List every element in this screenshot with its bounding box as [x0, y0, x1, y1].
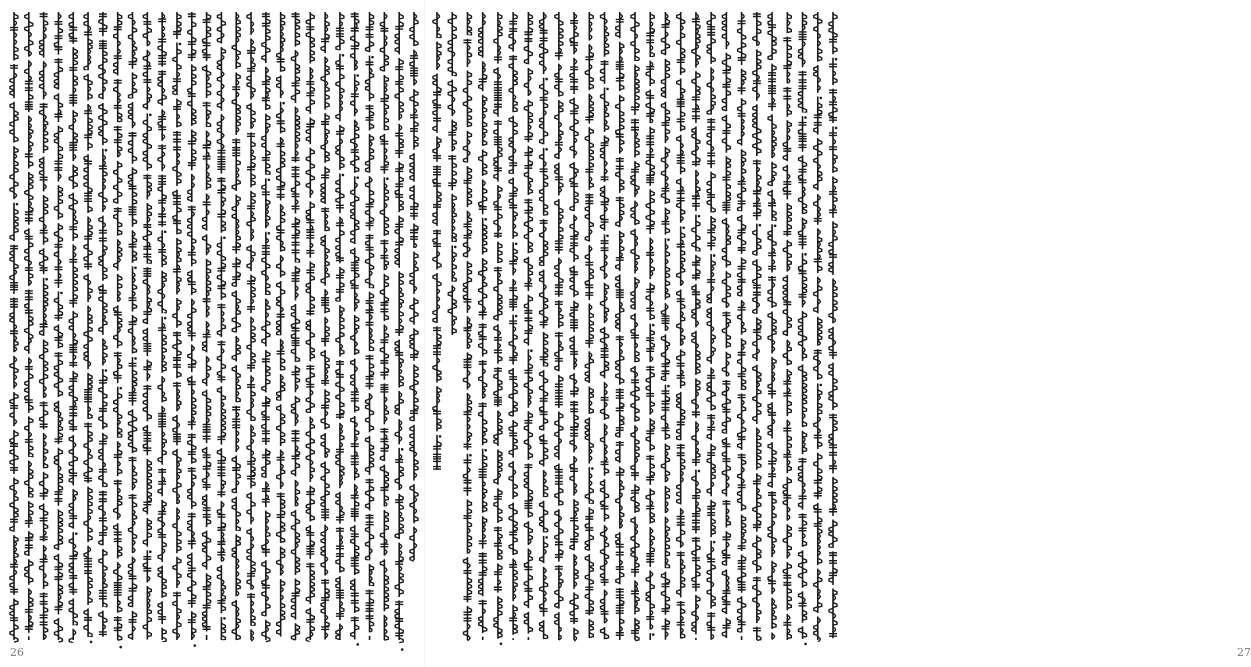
text-column — [395, 12, 403, 651]
text-column — [380, 12, 388, 645]
text-column — [509, 12, 517, 640]
text-column — [99, 12, 107, 640]
text-column — [616, 12, 624, 644]
text-column — [479, 12, 487, 640]
text-column — [722, 12, 730, 642]
text-column — [203, 12, 211, 640]
text-column — [84, 12, 92, 643]
text-column — [129, 12, 137, 643]
text-column — [783, 12, 791, 644]
text-column — [25, 12, 33, 640]
text-column — [661, 12, 669, 643]
text-column — [601, 12, 609, 643]
text-column — [631, 12, 639, 645]
text-column — [69, 12, 77, 646]
text-column — [217, 12, 225, 644]
text-column — [173, 12, 181, 644]
text-column — [524, 12, 532, 640]
text-column — [433, 12, 441, 477]
text-column — [158, 12, 166, 646]
text-column — [814, 12, 822, 645]
text-column — [306, 12, 314, 645]
text-column — [366, 12, 374, 640]
text-column — [40, 12, 48, 645]
page-number-right: 27 — [1237, 646, 1251, 659]
text-column — [10, 12, 18, 648]
text-column — [768, 12, 776, 643]
text-column — [494, 12, 502, 645]
text-column — [247, 12, 255, 647]
text-column — [262, 12, 270, 646]
text-column — [336, 12, 344, 644]
right-page-text-columns — [425, 0, 850, 667]
text-column — [829, 12, 837, 642]
text-column — [277, 12, 285, 640]
left-page-text-columns — [0, 0, 425, 667]
text-column — [585, 12, 593, 642]
text-column — [570, 12, 578, 646]
right-page — [425, 0, 1251, 667]
text-column — [555, 12, 563, 646]
text-column — [114, 12, 122, 648]
text-column — [351, 12, 359, 646]
page-number-left: 26 — [10, 646, 24, 659]
text-column — [799, 12, 807, 645]
text-column — [738, 12, 746, 640]
text-column — [410, 12, 418, 566]
text-column — [143, 12, 151, 643]
text-column — [232, 12, 240, 644]
text-column — [753, 12, 761, 644]
text-column — [540, 12, 548, 643]
text-column — [291, 12, 299, 644]
text-column — [188, 12, 196, 647]
text-column — [321, 12, 329, 643]
text-column — [677, 12, 685, 642]
text-column — [646, 12, 654, 640]
text-column — [463, 12, 471, 645]
left-page — [0, 0, 425, 667]
text-column — [707, 12, 715, 643]
text-column — [692, 12, 700, 640]
text-column — [54, 12, 62, 647]
text-column — [448, 12, 456, 339]
